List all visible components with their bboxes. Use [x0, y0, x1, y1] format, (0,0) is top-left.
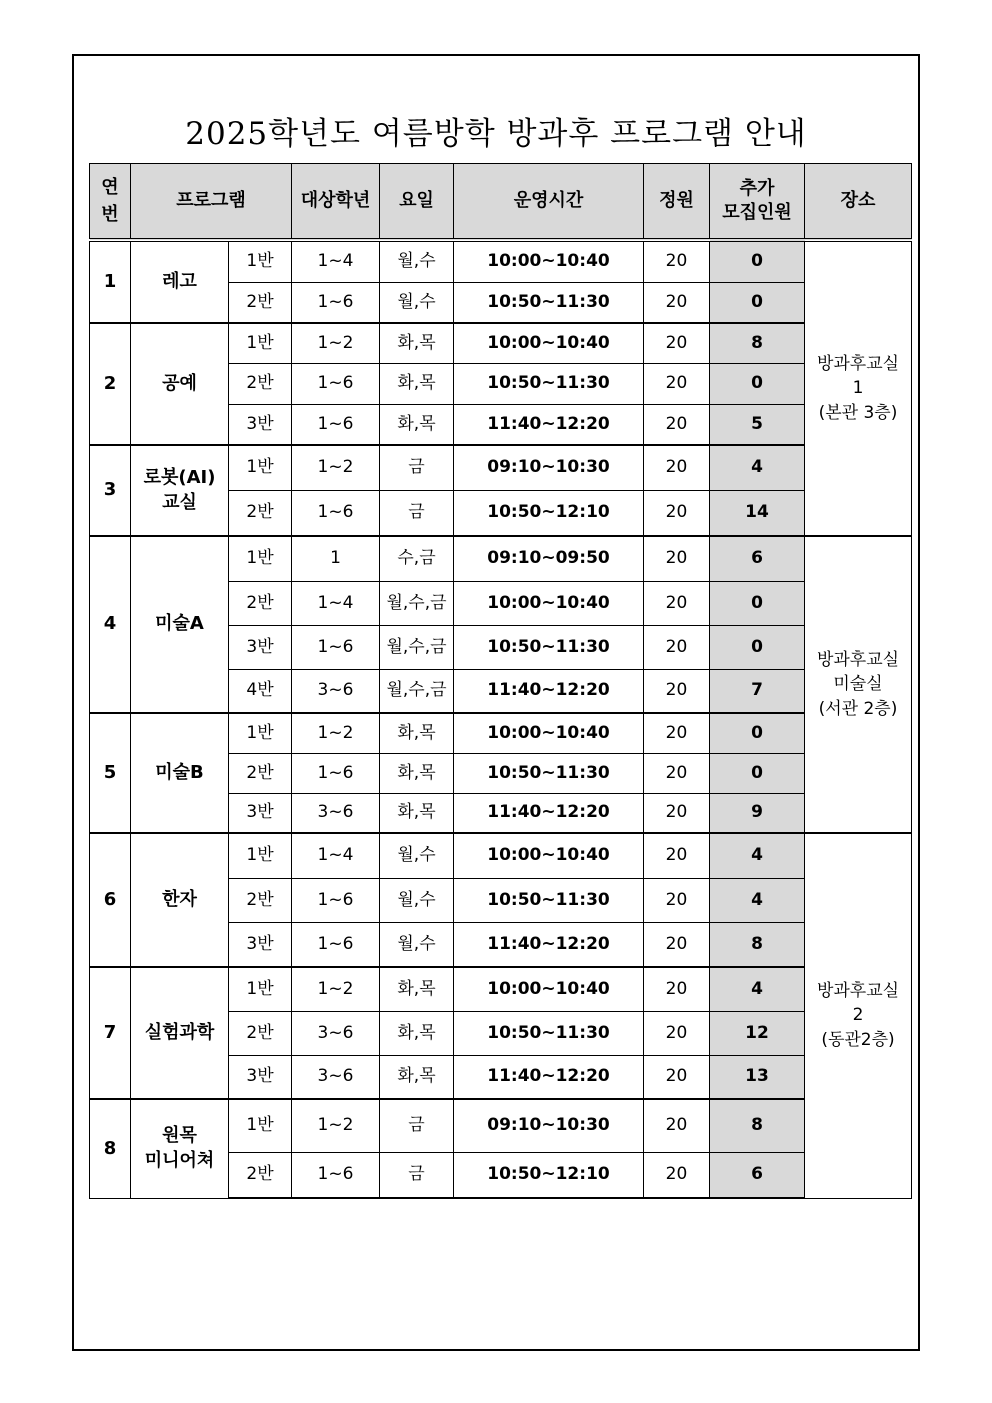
- place-cell: [805, 536, 912, 833]
- grade-cell: 3~6: [292, 1055, 380, 1099]
- extra-recruit-cell: 12: [710, 1011, 805, 1055]
- class-cell: 1반: [229, 833, 292, 878]
- day-cell: 월,수: [380, 833, 454, 878]
- time-cell: 11:40~12:20: [454, 669, 644, 713]
- extra-recruit-cell: 0: [710, 625, 805, 669]
- class-cell: 2반: [229, 581, 292, 625]
- grade-cell: 1~2: [292, 967, 380, 1011]
- day-cell: 금: [380, 1099, 454, 1152]
- extra-recruit-cell: 13: [710, 1055, 805, 1099]
- day-cell: 화,목: [380, 713, 454, 753]
- class-cell: 2반: [229, 1152, 292, 1198]
- extra-recruit-cell: 0: [710, 240, 805, 282]
- extra-recruit-cell: 8: [710, 1099, 805, 1152]
- class-cell: 1반: [229, 323, 292, 363]
- table-row: [90, 713, 912, 753]
- extra-recruit-cell: 0: [710, 363, 805, 404]
- program-name: [131, 713, 229, 833]
- grade-cell: 1~2: [292, 1099, 380, 1152]
- table-row: [90, 323, 912, 363]
- day-cell: 월,수: [380, 878, 454, 922]
- grade-cell: 1~6: [292, 1152, 380, 1198]
- time-cell: 10:00~10:40: [454, 323, 644, 363]
- extra-recruit-cell: 9: [710, 793, 805, 833]
- capacity-cell: 20: [644, 581, 710, 625]
- header-program: 프로그램: [131, 164, 292, 241]
- time-cell: 10:00~10:40: [454, 833, 644, 878]
- grade-cell: 1~6: [292, 282, 380, 323]
- program-number: 4: [90, 536, 131, 713]
- program-name-line1: 미술A: [155, 613, 204, 635]
- capacity-cell: 20: [644, 282, 710, 323]
- place-line1: 방과후교실: [816, 649, 900, 670]
- day-cell: 화,목: [380, 363, 454, 404]
- class-cell: 3반: [229, 793, 292, 833]
- day-cell: 금: [380, 1152, 454, 1198]
- time-cell: 10:50~11:30: [454, 753, 644, 793]
- program-name-line2: 교실: [162, 491, 197, 513]
- grade-cell: 1~4: [292, 581, 380, 625]
- place-line2: 미술실: [833, 674, 883, 695]
- class-cell: 2반: [229, 363, 292, 404]
- header-day: 요일: [380, 164, 454, 241]
- time-cell: 10:00~10:40: [454, 240, 644, 282]
- page-title: 2025학년도 여름방학 방과후 프로그램 안내: [185, 116, 807, 152]
- schedule-table: [89, 163, 912, 1199]
- time-cell: 10:00~10:40: [454, 581, 644, 625]
- extra-recruit-cell: 7: [710, 669, 805, 713]
- program-number: 3: [90, 445, 131, 536]
- day-cell: 월,수: [380, 240, 454, 282]
- program-number: 5: [90, 713, 131, 833]
- place-line3: (서관 2층): [818, 698, 898, 719]
- capacity-cell: 20: [644, 240, 710, 282]
- class-cell: 2반: [229, 1011, 292, 1055]
- capacity-cell: 20: [644, 1099, 710, 1152]
- time-cell: 10:50~12:10: [454, 490, 644, 536]
- class-cell: 2반: [229, 282, 292, 323]
- grade-cell: 1~2: [292, 713, 380, 753]
- capacity-cell: 20: [644, 669, 710, 713]
- program-name: [131, 323, 229, 445]
- grade-cell: 1~6: [292, 878, 380, 922]
- day-cell: 화,목: [380, 404, 454, 445]
- grade-cell: 1~6: [292, 753, 380, 793]
- place-line1: 방과후교실: [816, 980, 900, 1001]
- day-cell: 월,수,금: [380, 669, 454, 713]
- table-row: [90, 445, 912, 490]
- grade-cell: 1~2: [292, 323, 380, 363]
- day-cell: 월,수: [380, 922, 454, 967]
- time-cell: 10:50~11:30: [454, 878, 644, 922]
- header-capacity: 정원: [644, 164, 710, 241]
- class-cell: 2반: [229, 753, 292, 793]
- class-cell: 1반: [229, 240, 292, 282]
- extra-recruit-cell: 0: [710, 713, 805, 753]
- day-cell: 화,목: [380, 967, 454, 1011]
- place-line3: (본관 3층): [818, 402, 898, 423]
- header-place: 장소: [805, 164, 912, 241]
- grade-cell: 1: [292, 536, 380, 581]
- program-name: [131, 240, 229, 323]
- place-cell: [805, 833, 912, 1198]
- program-name-line1: 레고: [162, 270, 197, 292]
- capacity-cell: 20: [644, 922, 710, 967]
- time-cell: 11:40~12:20: [454, 1055, 644, 1099]
- extra-recruit-cell: 8: [710, 922, 805, 967]
- grade-cell: 1~6: [292, 404, 380, 445]
- day-cell: 화,목: [380, 793, 454, 833]
- time-cell: 10:00~10:40: [454, 967, 644, 1011]
- program-name-line1: 로봇(AI): [143, 467, 216, 489]
- program-name-line1: 실험과학: [144, 1021, 215, 1043]
- time-cell: 10:50~11:30: [454, 282, 644, 323]
- program-name: [131, 536, 229, 713]
- class-cell: 1반: [229, 967, 292, 1011]
- class-cell: 1반: [229, 536, 292, 581]
- program-name: [131, 1099, 229, 1198]
- time-cell: 09:10~10:30: [454, 1099, 644, 1152]
- time-cell: 11:40~12:20: [454, 922, 644, 967]
- capacity-cell: 20: [644, 793, 710, 833]
- program-name: [131, 833, 229, 967]
- capacity-cell: 20: [644, 1152, 710, 1198]
- capacity-cell: 20: [644, 833, 710, 878]
- day-cell: 월,수,금: [380, 581, 454, 625]
- place-line1: 방과후교실: [816, 353, 900, 374]
- time-cell: 10:50~11:30: [454, 363, 644, 404]
- time-cell: 10:00~10:40: [454, 713, 644, 753]
- day-cell: 수,금: [380, 536, 454, 581]
- class-cell: 3반: [229, 1055, 292, 1099]
- day-cell: 화,목: [380, 1011, 454, 1055]
- class-cell: 4반: [229, 669, 292, 713]
- extra-recruit-cell: 0: [710, 581, 805, 625]
- time-cell: 10:50~11:30: [454, 625, 644, 669]
- program-number: 1: [90, 240, 131, 323]
- program-number: 8: [90, 1099, 131, 1198]
- capacity-cell: 20: [644, 1011, 710, 1055]
- time-cell: 10:50~11:30: [454, 1011, 644, 1055]
- place-cell: [805, 240, 912, 536]
- time-cell: 11:40~12:20: [454, 404, 644, 445]
- place-line2: 2: [852, 1005, 864, 1026]
- table-row: [90, 1099, 912, 1152]
- program-name: [131, 967, 229, 1099]
- program-name: [131, 445, 229, 536]
- table-row: [90, 833, 912, 878]
- header-extra-line2: 모집인원: [722, 202, 792, 223]
- capacity-cell: 20: [644, 967, 710, 1011]
- capacity-cell: 20: [644, 323, 710, 363]
- header-num: 연번: [90, 164, 131, 241]
- place-line2: 1: [852, 378, 864, 399]
- capacity-cell: 20: [644, 536, 710, 581]
- day-cell: 금: [380, 490, 454, 536]
- program-name-line1: 미술B: [155, 761, 204, 783]
- extra-recruit-cell: 4: [710, 833, 805, 878]
- extra-recruit-cell: 4: [710, 445, 805, 490]
- extra-recruit-cell: 5: [710, 404, 805, 445]
- extra-recruit-cell: 8: [710, 323, 805, 363]
- class-cell: 2반: [229, 878, 292, 922]
- program-name-line1: 공예: [162, 372, 197, 394]
- extra-recruit-cell: 4: [710, 967, 805, 1011]
- capacity-cell: 20: [644, 490, 710, 536]
- capacity-cell: 20: [644, 878, 710, 922]
- header-extra: [710, 164, 805, 241]
- extra-recruit-cell: 4: [710, 878, 805, 922]
- program-name-line2: 미니어쳐: [144, 1149, 215, 1171]
- grade-cell: 1~6: [292, 490, 380, 536]
- grade-cell: 3~6: [292, 1011, 380, 1055]
- time-cell: 10:50~12:10: [454, 1152, 644, 1198]
- table-row: [90, 240, 912, 282]
- table-row: [90, 536, 912, 581]
- extra-recruit-cell: 6: [710, 536, 805, 581]
- grade-cell: 3~6: [292, 793, 380, 833]
- extra-recruit-cell: 0: [710, 282, 805, 323]
- extra-recruit-cell: 0: [710, 753, 805, 793]
- grade-cell: 1~4: [292, 240, 380, 282]
- class-cell: 1반: [229, 445, 292, 490]
- day-cell: 화,목: [380, 323, 454, 363]
- capacity-cell: 20: [644, 753, 710, 793]
- capacity-cell: 20: [644, 713, 710, 753]
- day-cell: 금: [380, 445, 454, 490]
- grade-cell: 1~6: [292, 625, 380, 669]
- class-cell: 1반: [229, 1099, 292, 1152]
- program-number: 2: [90, 323, 131, 445]
- class-cell: 2반: [229, 490, 292, 536]
- grade-cell: 1~6: [292, 922, 380, 967]
- grade-cell: 1~4: [292, 833, 380, 878]
- day-cell: 월,수: [380, 282, 454, 323]
- capacity-cell: 20: [644, 363, 710, 404]
- extra-recruit-cell: 6: [710, 1152, 805, 1198]
- grade-cell: 3~6: [292, 669, 380, 713]
- header-row: [90, 164, 912, 241]
- grade-cell: 1~2: [292, 445, 380, 490]
- table-row: [90, 967, 912, 1011]
- program-name-line1: 원목: [162, 1125, 197, 1147]
- class-cell: 3반: [229, 625, 292, 669]
- time-cell: 09:10~10:30: [454, 445, 644, 490]
- capacity-cell: 20: [644, 404, 710, 445]
- day-cell: 화,목: [380, 753, 454, 793]
- day-cell: 화,목: [380, 1055, 454, 1099]
- extra-recruit-cell: 14: [710, 490, 805, 536]
- grade-cell: 1~6: [292, 363, 380, 404]
- capacity-cell: 20: [644, 625, 710, 669]
- program-number: 7: [90, 967, 131, 1099]
- header-grade: 대상학년: [292, 164, 380, 241]
- capacity-cell: 20: [644, 445, 710, 490]
- header-time: 운영시간: [454, 164, 644, 241]
- schedule-body: [90, 240, 912, 1198]
- time-cell: 09:10~09:50: [454, 536, 644, 581]
- class-cell: 1반: [229, 713, 292, 753]
- program-name-line1: 한자: [162, 888, 197, 910]
- class-cell: 3반: [229, 922, 292, 967]
- time-cell: 11:40~12:20: [454, 793, 644, 833]
- class-cell: 3반: [229, 404, 292, 445]
- day-cell: 월,수,금: [380, 625, 454, 669]
- header-extra-line1: 추가: [739, 177, 775, 199]
- capacity-cell: 20: [644, 1055, 710, 1099]
- place-line3: (동관2층): [821, 1030, 895, 1051]
- program-number: 6: [90, 833, 131, 967]
